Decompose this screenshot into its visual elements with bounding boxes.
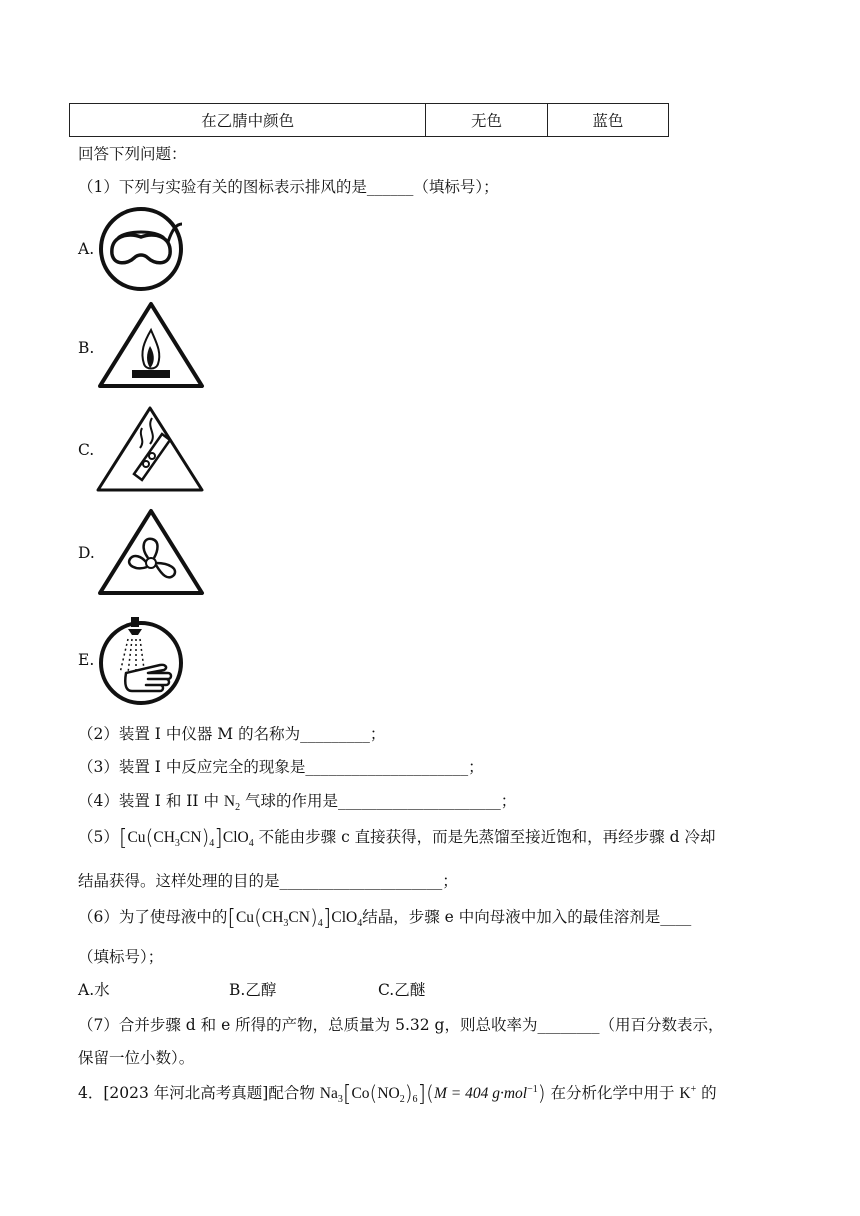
- question-1: （1）下列与实验有关的图标表示排风的是______（填标号）；: [78, 178, 499, 196]
- q6-cn: CN: [288, 909, 310, 926]
- question-3: （3）装置 I 中反应完全的现象是_____________________；: [78, 758, 484, 776]
- option-c-label: C.: [78, 441, 95, 459]
- q5-sub-3: 3: [174, 838, 180, 850]
- bracket-close-icon: ]: [214, 826, 223, 851]
- p4-co: Co: [351, 1085, 370, 1102]
- question-2: （2）装置 I 中仪器 M 的名称为_________；: [78, 725, 386, 743]
- exhaust-fan-icon: [96, 507, 206, 597]
- table-row: [70, 104, 669, 137]
- q4-pre: （4）装置 I 和 II 中: [78, 792, 224, 810]
- q5-ch: CH: [153, 829, 175, 846]
- q6-pre: （6）为了使母液中的: [78, 908, 228, 926]
- question-4: [78, 789, 516, 813]
- question-5-line2: 结晶获得。这样处理的目的是_____________________；: [78, 872, 458, 890]
- q6-sub-4: 4: [317, 918, 323, 930]
- flame-warning-icon: [96, 300, 206, 390]
- q6-ch: CH: [261, 909, 284, 926]
- corrosive-warning-icon: [94, 404, 206, 494]
- q5-clo: ClO: [222, 829, 249, 846]
- q4-post: 气球的作用是_____________________；: [240, 792, 517, 810]
- table-cell: 蓝色: [547, 104, 668, 137]
- question-5-line1: [78, 825, 715, 850]
- paren-close-icon: ): [309, 905, 318, 929]
- p4-k: K: [679, 1085, 691, 1102]
- paren-close-icon: ): [537, 1081, 546, 1105]
- q4-n-sub: 2: [235, 802, 241, 814]
- p4-mid: 在分析化学中用于: [545, 1084, 680, 1102]
- question-6-line2: （填标号）；: [78, 948, 164, 966]
- problem-4-heading: [78, 1081, 717, 1106]
- q5-pre: （5）: [78, 828, 119, 846]
- q5-clo-sub: 4: [248, 838, 254, 850]
- hand-wash-icon: [98, 613, 184, 709]
- q5-cn: CN: [179, 829, 202, 846]
- p4-no: NO: [377, 1085, 400, 1102]
- q6-option-a: A.水: [78, 981, 110, 999]
- p4-na-sub: 3: [337, 1094, 343, 1106]
- question-7-line2: 保留一位小数）。: [78, 1049, 195, 1067]
- goggles-icon: [98, 206, 184, 292]
- p4-six: 6: [412, 1094, 418, 1106]
- option-a-label: A.: [78, 240, 95, 258]
- q6-option-c: C.乙醚: [378, 981, 426, 999]
- bracket-close-icon: ]: [322, 906, 332, 931]
- option-e-label: E.: [78, 651, 95, 669]
- q5-sub-4: 4: [209, 838, 215, 850]
- paren-open-icon: (: [254, 905, 262, 929]
- paren-open-icon: (: [145, 825, 154, 849]
- p4-num: 4．[2023 年河北高考真题]配合物: [78, 1084, 320, 1102]
- q6-post: 结晶，步骤 e 中向母液中加入的最佳溶剂是____: [362, 908, 692, 926]
- bracket-open-icon: [: [342, 1082, 352, 1107]
- q6-sub-3: 3: [283, 918, 289, 930]
- p4-k-sup: +: [690, 1083, 697, 1095]
- option-d-label: D.: [78, 544, 95, 562]
- color-table: [69, 103, 669, 137]
- bracket-open-icon: [: [227, 906, 236, 931]
- p4-m-expr: M = 404 g·mol: [433, 1085, 528, 1102]
- q5-cu: Cu: [127, 829, 146, 846]
- table-cell: 在乙腈中颜色: [70, 104, 426, 137]
- p4-end: 的: [696, 1084, 717, 1102]
- paren-open-icon: (: [369, 1081, 378, 1105]
- q4-n: N: [223, 793, 236, 810]
- bracket-open-icon: [: [118, 826, 128, 851]
- p4-na: Na: [319, 1085, 338, 1102]
- paren-close-icon: ): [404, 1081, 413, 1105]
- bracket-close-icon: ]: [417, 1082, 427, 1107]
- q6-clo: ClO: [331, 909, 358, 926]
- p4-no-sub: 2: [399, 1094, 405, 1106]
- q6-clo-sub: 4: [357, 918, 363, 930]
- q6-option-b: B.乙醇: [229, 981, 277, 999]
- question-6-line1: [78, 905, 691, 930]
- intro-text: 回答下列问题：: [78, 145, 187, 163]
- question-7-line1: （7）合并步骤 d 和 e 所得的产物，总质量为 5.32 g，则总收率为________（用百分数表示，: [78, 1016, 724, 1034]
- p4-m-sup: −1: [527, 1083, 538, 1095]
- q6-cu: Cu: [235, 909, 255, 926]
- paren-open-icon: (: [426, 1081, 434, 1105]
- q5-post: 不能由步骤 c 直接获得，而是先蒸馏至接近饱和，再经步骤 d 冷却: [253, 828, 716, 846]
- option-b-label: B.: [78, 339, 95, 357]
- table-cell: 无色: [426, 104, 547, 137]
- paren-close-icon: ): [201, 825, 210, 849]
